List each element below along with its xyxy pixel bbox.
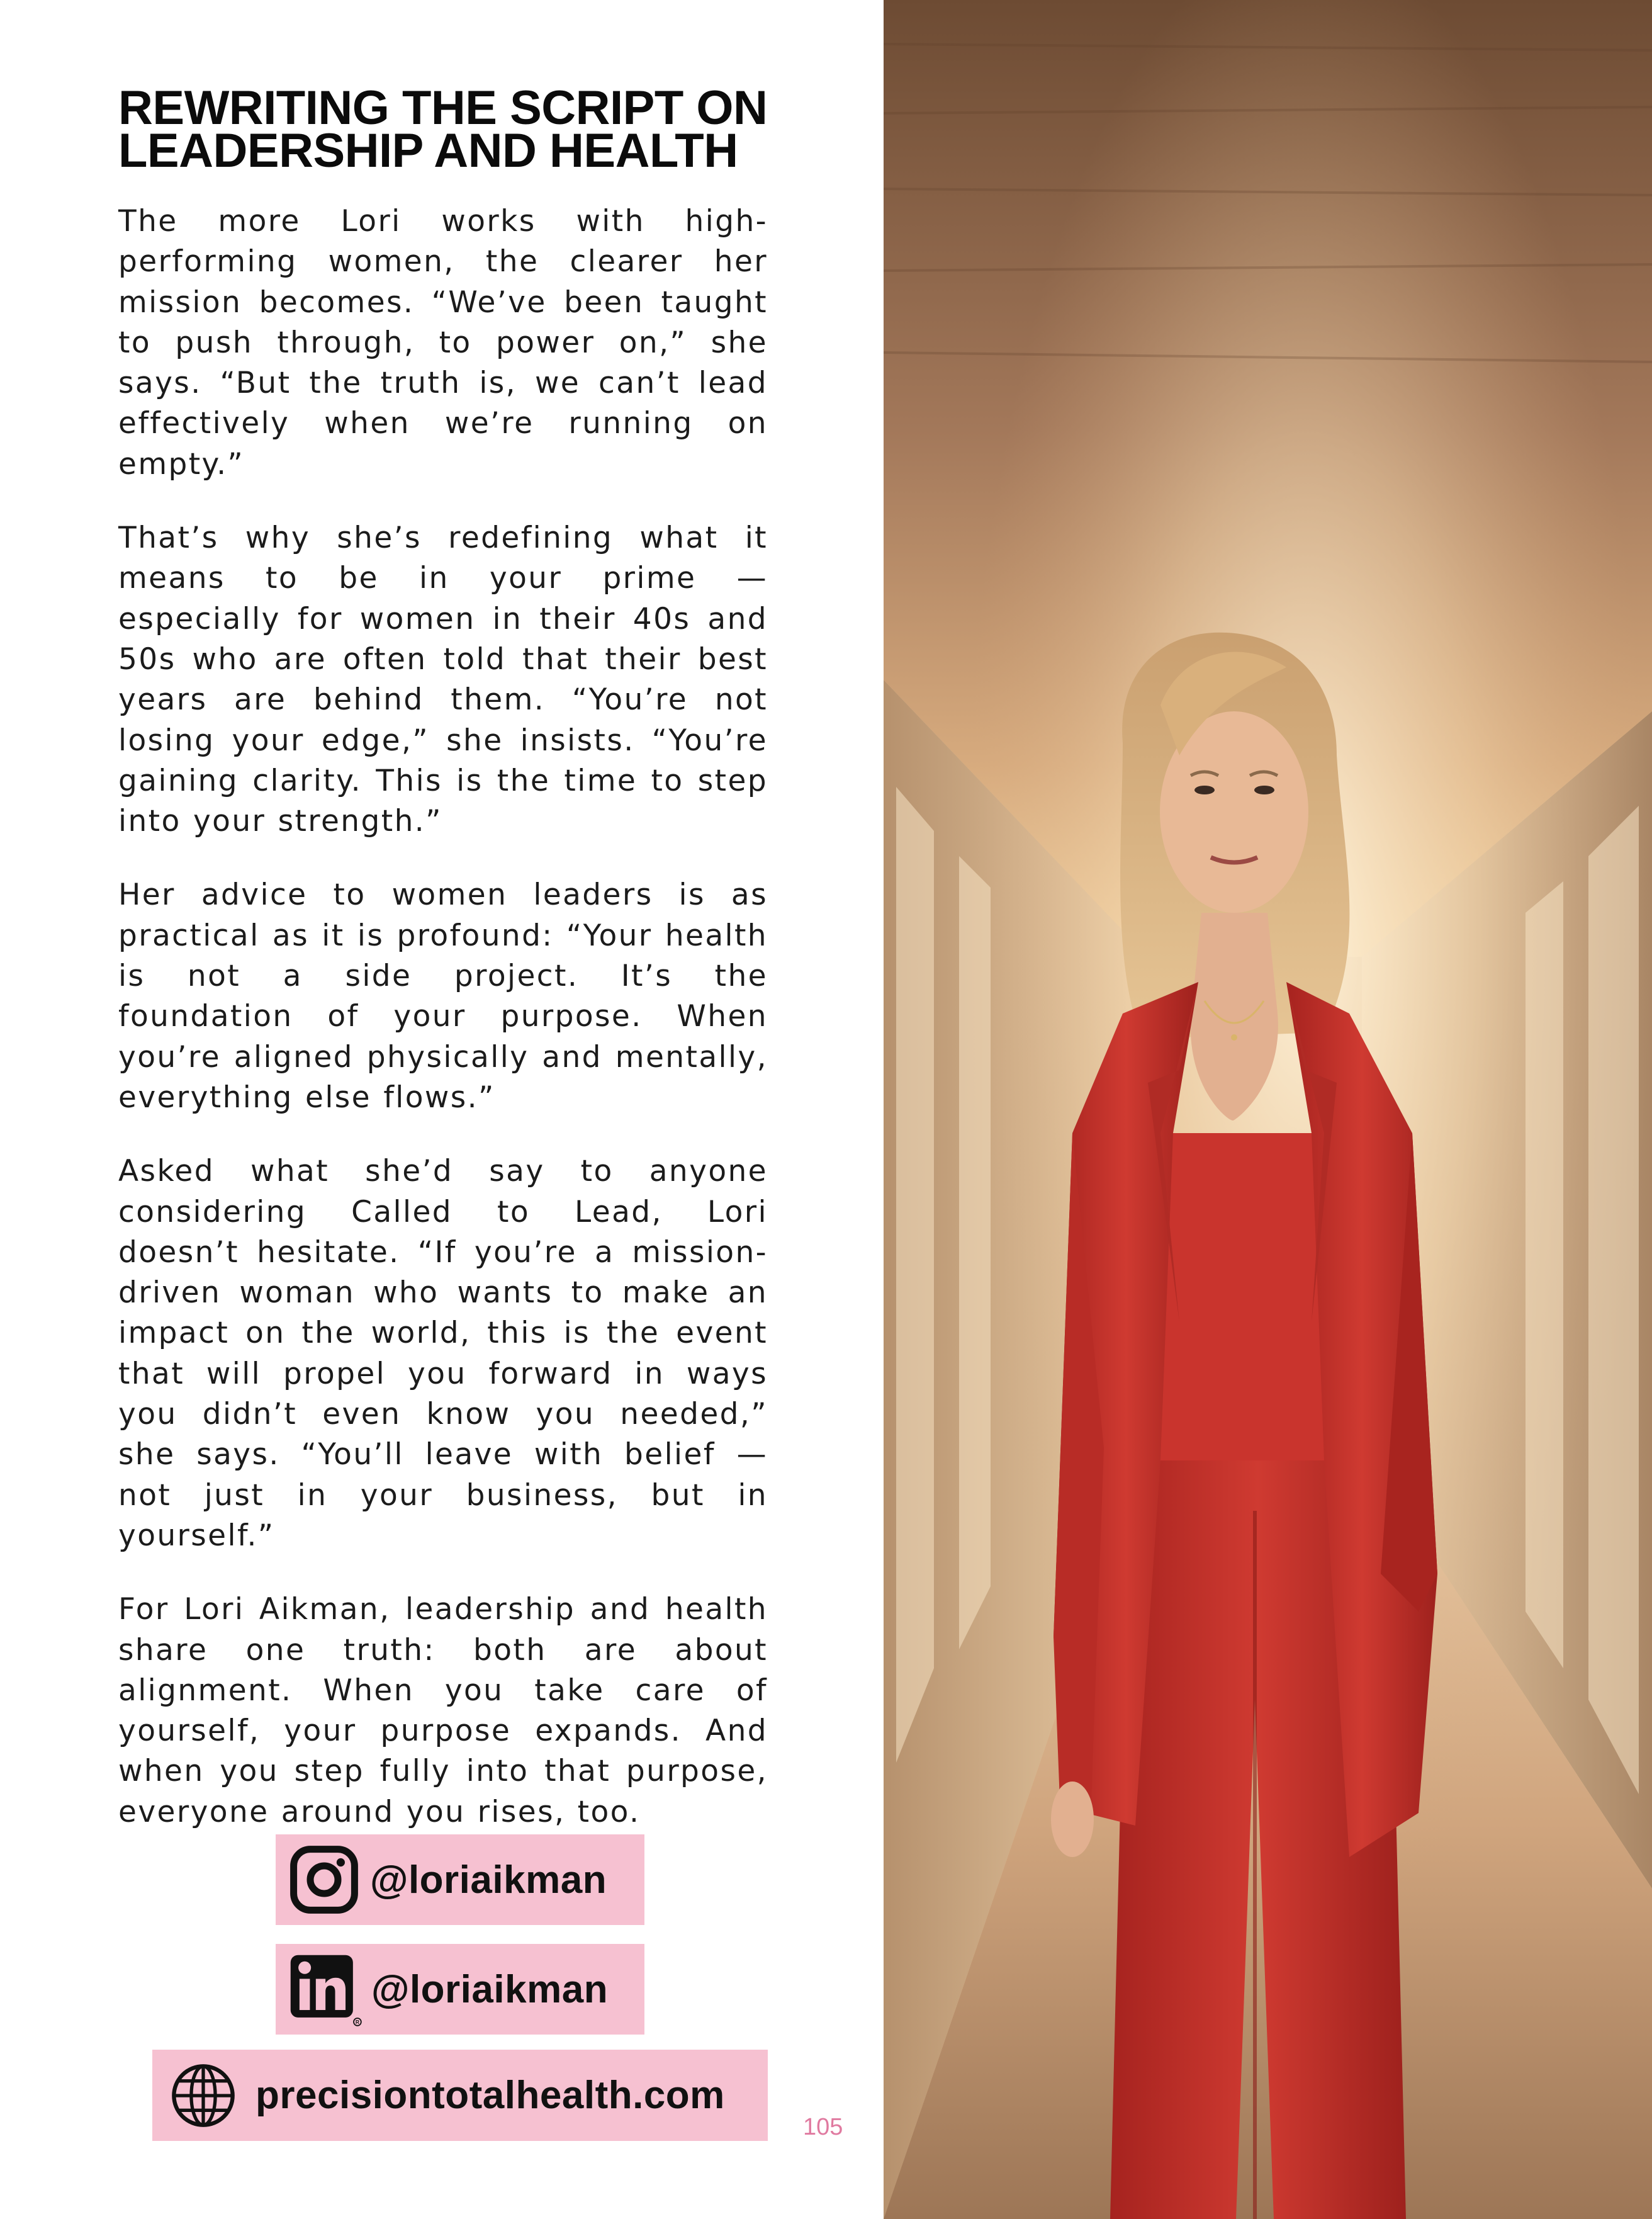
website-link[interactable] [152,2050,768,2141]
instagram-icon [289,1845,359,1914]
svg-text:R: R [355,2019,359,2025]
portrait-illustration [884,0,1652,2219]
paragraph-4: Asked what she’d say to anyone considering Called to Lead, Lori doesn’t hesitate. “If you’re a mission-driven woman who wants to make an impact on the world, this is the event that will propel you forward in ways you didn’t even know you needed,” she says. “You’ll leave with belief — not just in your business, but in yourself.” [118,1154,768,1553]
website-url: precisiontotalhealth.com [256,2074,725,2117]
linkedin-handle: @loriaikman [371,1967,609,2011]
instagram-handle: @loriaikman [370,1858,607,1902]
portrait-photo [884,0,1652,2219]
article-title: REWRITING THE SCRIPT ON LEADERSHIP AND HEALTH [118,81,768,178]
linkedin-icon [287,1952,362,2026]
page-number: 105 [803,2114,843,2140]
paragraph-2: That’s why she’s redefining what it means to be in your prime — especially for women in their 40s and 50s who are often told that their best years are behind them. “You’re not losing your edge,” she insists. “You’re gaining clarity. This is the time to step into your strength.” [118,521,768,839]
article-body [118,201,768,1866]
instagram-link[interactable] [276,1834,644,1925]
paragraph-3: Her advice to women leaders is as practical as it is profound: “Your health is not a side project. It’s the foundation of your purpose. When you’re aligned physically and mentally, everything else flows.” [118,878,768,1115]
paragraph-1: The more Lori works with high-performing women, the clearer her mission becomes. “We’ve been taught to push through, to power on,” she says. “But the truth is, we can’t lead effectively when we’re running on empty.” [118,204,768,482]
globe-icon [170,2062,237,2129]
paragraph-5: For Lori Aikman, leadership and health share one truth: both are about alignment. When you take care of yourself, your purpose expands. And when you step fully into that purpose, everyone around you rises, too. [118,1592,768,1829]
linkedin-link[interactable] [276,1944,644,2035]
